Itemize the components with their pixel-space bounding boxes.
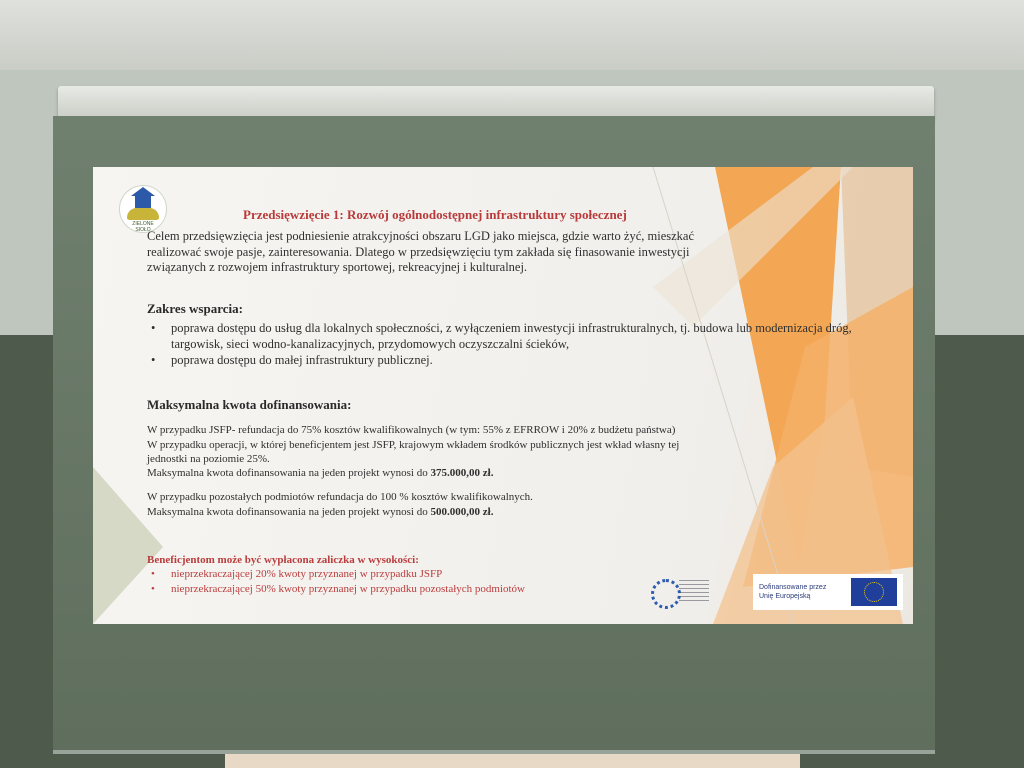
lgd-logo (119, 185, 167, 233)
intro-line-1: Celem przedsięwzięcia jest podniesienie atrakcyjności obszaru LGD jako miejsca, gdzie warto żyć, mieszkać (147, 229, 695, 243)
slide-title: Przedsięwzięcie 1: Rozwój ogólnodostępnej infrastruktury społecznej (243, 207, 627, 222)
star-circle-icon (651, 579, 681, 609)
prow-logo (649, 577, 709, 607)
other-max-value: 500.000,00 zł. (430, 505, 494, 518)
other-line-1: W przypadku pozostałych podmiotów refundacja do 100 % kosztów kwalifikowalnych. (147, 491, 533, 504)
eu-text-line-2: Unię Europejską (759, 593, 811, 601)
eu-funding-text (759, 583, 826, 601)
scope-heading: Zakres wsparcia: (147, 301, 243, 316)
projector-screen-housing (58, 86, 934, 120)
jsfp-line-2: W przypadku operacji, w której beneficjentem jest JSFP, krajowym wkładem środków publicznych jest wkład własny tej (147, 438, 680, 451)
hill-icon (127, 208, 159, 220)
house-icon (135, 194, 151, 208)
jsfp-line-3: jednostki na poziomie 25%. (147, 452, 270, 465)
prow-logo-text (679, 580, 709, 604)
eu-flag-icon (851, 578, 897, 606)
jsfp-max (147, 466, 867, 480)
eu-funding-badge (753, 574, 903, 610)
eu-text-line-1: Dofinansowane przez (759, 584, 827, 591)
scope-section (147, 301, 867, 368)
max-heading: Maksymalna kwota dofinansowania: (147, 397, 352, 412)
advance-item-1: • nieprzekraczającej 20% kwoty przyznanej w przypadku JSFP (147, 567, 647, 581)
jsfp-line-1: W przypadku JSFP- refundacja do 75% kosztów kwalifikowalnych (w tym: 55% z EFRROW i 20% z budżetu państwa) (147, 424, 676, 437)
logo-text: ZIELONE SIOŁO (132, 221, 154, 233)
scope-item-2: • poprawa dostępu do małej infrastruktury publicznej. (147, 353, 867, 369)
scope-item-1: • poprawa dostępu do usług dla lokalnych społeczności, z wyłączeniem inwestycji infrastrukturalnych, tj. budowa lub modernizacja dróg, targowisk, sieci wodno-kanalizacyjnych, przydomowych oczyszczalni ścieków, (147, 321, 867, 352)
presentation-slide (93, 167, 913, 624)
intro-paragraph (147, 229, 867, 276)
advance-item-2: • nieprzekraczającej 50% kwoty przyznanej w przypadku pozostałych podmiotów (147, 582, 647, 596)
intro-line-3: związanych z rozwojem infrastruktury sportowej, rekreacyjnej i kulturalnej. (147, 260, 528, 275)
other-max-prefix: Maksymalna kwota dofinansowania na jeden projekt wynosi do (147, 505, 431, 518)
jsfp-max-prefix: Maksymalna kwota dofinansowania na jeden projekt wynosi do (147, 467, 431, 480)
eu-star-ring-icon (864, 582, 884, 602)
advance-heading: Beneficjentom może być wypłacona zaliczka w wysokości: (147, 554, 419, 566)
advance-section (147, 553, 647, 596)
max-section (147, 397, 867, 519)
jsfp-max-value: 375.000,00 zł. (430, 467, 494, 480)
other-max (147, 505, 867, 519)
ceiling (0, 0, 1024, 70)
intro-line-2: realizować swoje pasje, zainteresowania. Dlatego w przedsięwzięciu tym zakłada się finasowanie inwestycji (147, 244, 690, 259)
